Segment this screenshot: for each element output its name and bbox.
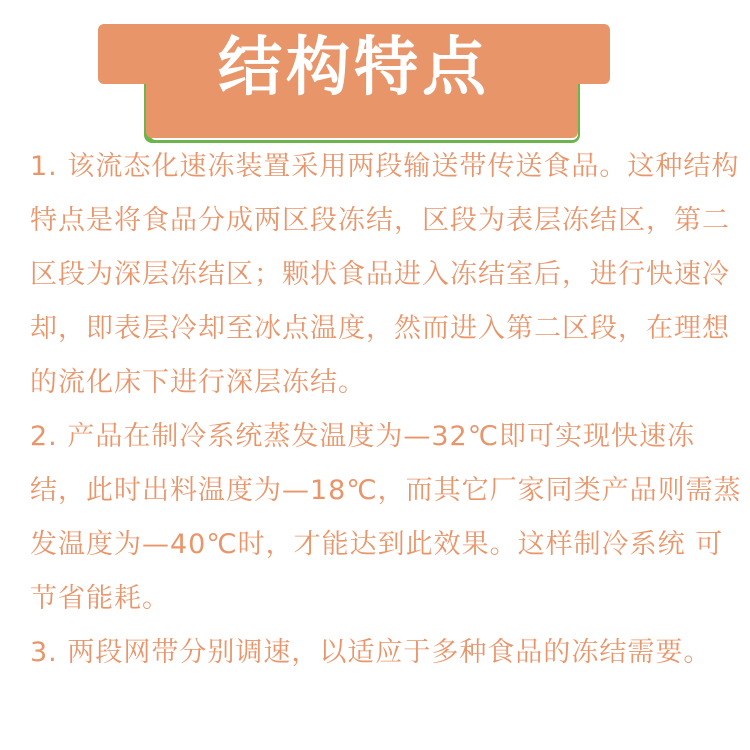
section-title: 结构特点 bbox=[218, 31, 490, 105]
feature-item-3: 3. 两段网带分别调速，以适应于多种食品的冻结需要。 bbox=[30, 637, 712, 668]
feature-list bbox=[30, 140, 742, 680]
feature-item-1: 1. 该流态化速冻装置采用两段输送带传送食品。这种结构特点是将食品分成两区段冻结，区段为表层冻结区，第二区段为深层冻结区；颗状食品进入冻结室后，进行快速冷却，即表层冷却至冰点温度，然而进入第二区段，在理想的流化床下进行深层冻结。 bbox=[30, 151, 740, 398]
section-banner bbox=[98, 24, 610, 124]
feature-item-2: 2. 产品在制冷系统蒸发温度为—32℃即可实现快速冻结，此时出料温度为—18℃，而其它厂家同类产品则需蒸发温度为—40℃时，才能达到此效果。这样制冷系统 可节省能耗。 bbox=[30, 421, 742, 614]
